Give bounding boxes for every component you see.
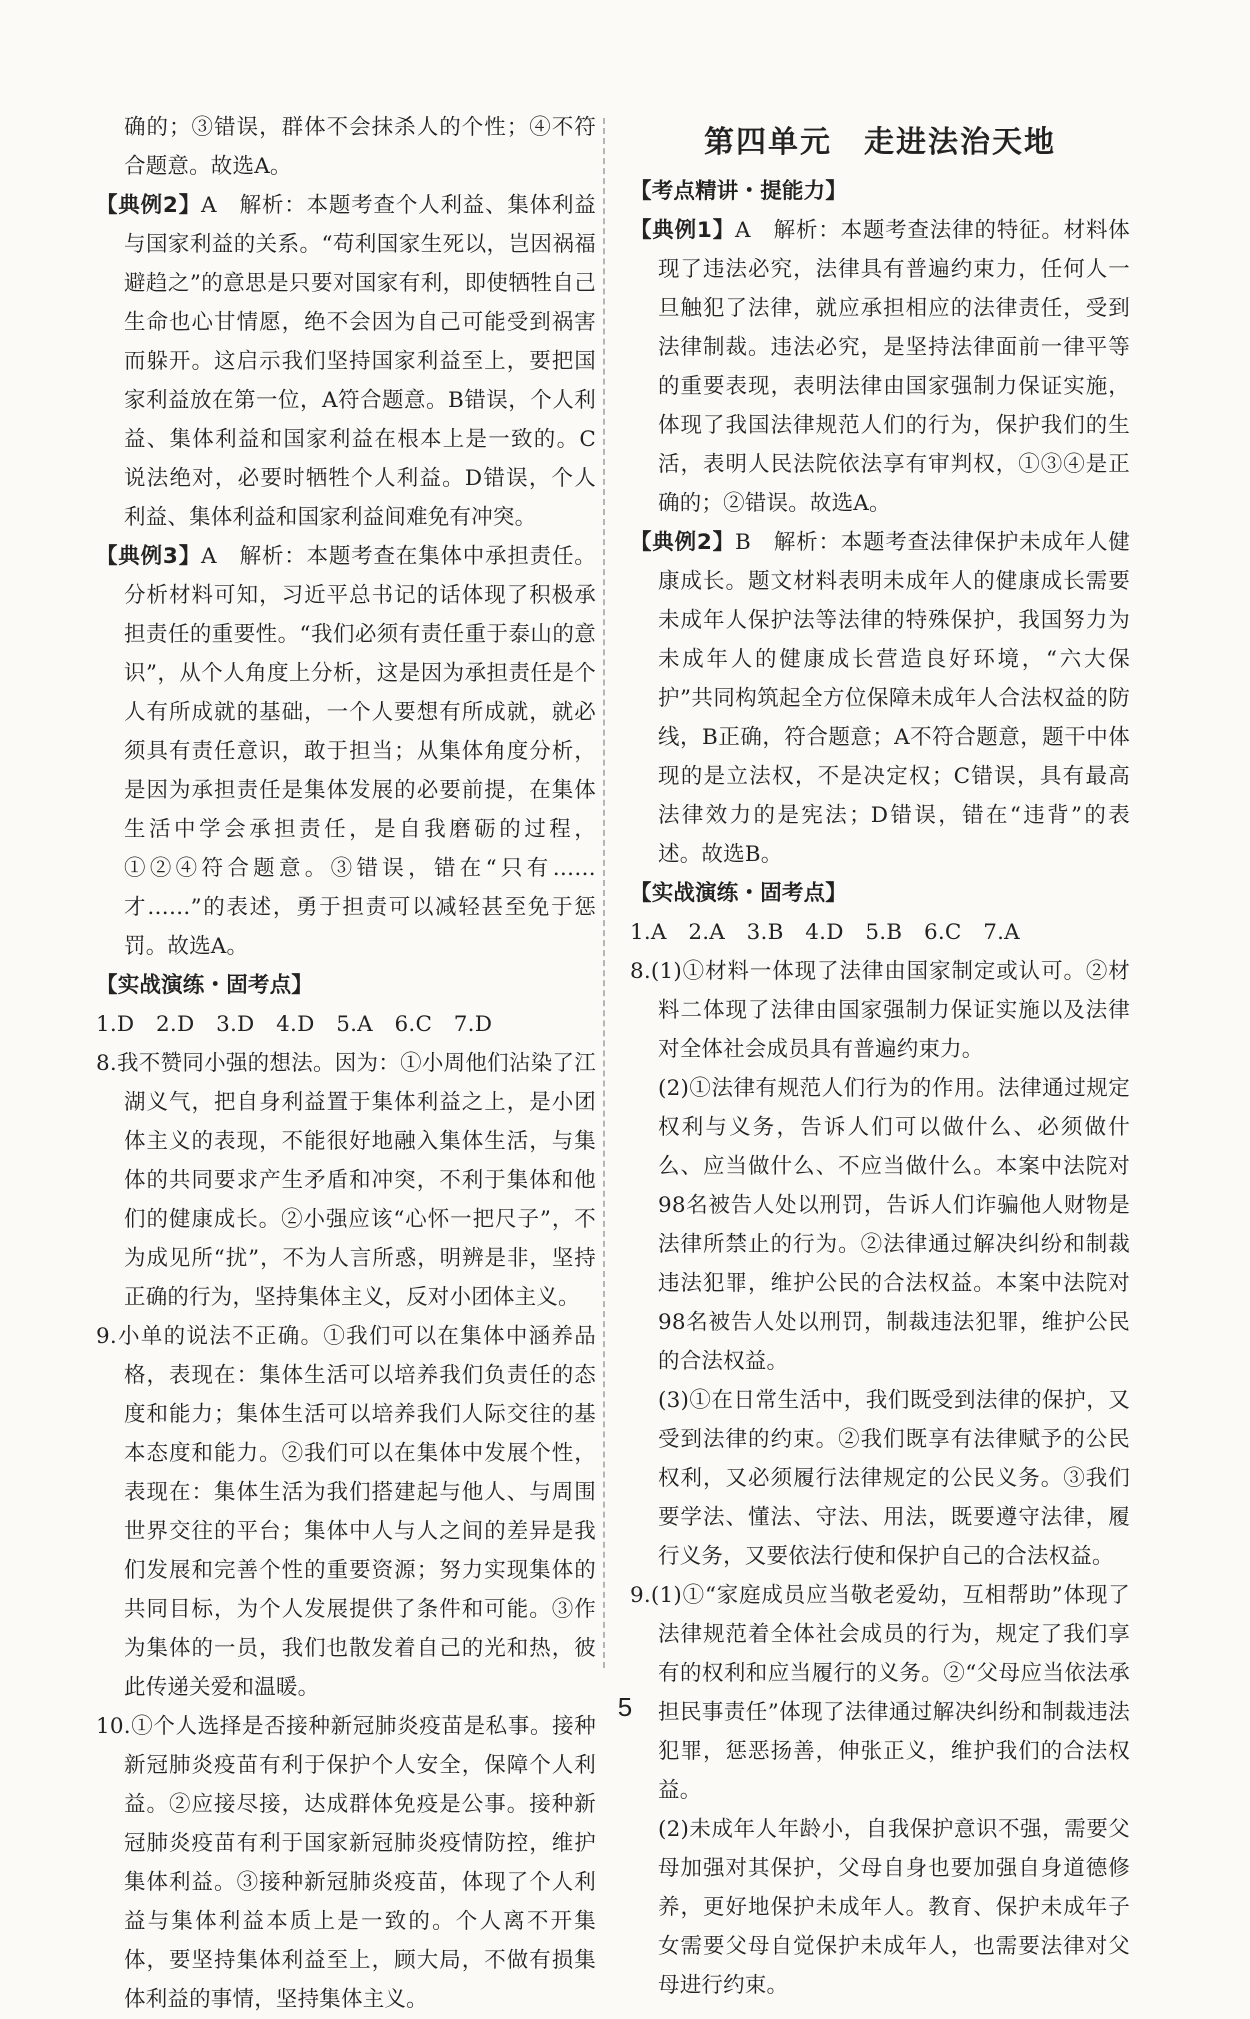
right-question-9-part-2: (2)未成年人年龄小，自我保护意识不强，需要父母加强对其保护，父母自身也要加强自身道德修养，更好地保护未成年人。教育、保护未成年子女需要父母自觉保护未成年人，也需要法律对父母进行约束。 [658,1817,1130,1998]
unit-title: 第四单元 走进法治天地 [704,125,1056,160]
left-question-8: 8.我不赞同小强的想法。因为：①小周他们沾染了江湖义气，把自身利益置于集体利益之上，是小团体主义的表现，不能很好地融入集体生活，与集体的共同要求产生矛盾和冲突，不利于集体和他们的健康成长。②小强应该“心怀一把尺子”，不为成见所“扰”，不为人言所惑，明辨是非，坚持正确的行为，坚持集体主义，反对小团体主义。 [96,1051,596,1310]
left-question-9: 9.小单的说法不正确。①我们可以在集体中涵养品格，表现在：集体生活可以培养我们负责任的态度和能力；集体生活可以培养我们人际交往的基本态度和能力。②我们可以在集体中发展个性，表现在：集体生活为我们搭建起与他人、与周围世界交往的平台；集体中人与人之间的差异是我们发展和完善个性的重要资源；努力实现集体的共同目标，为个人发展提供了条件和可能。③作为集体的一员，我们也散发着自己的光和热，彼此传递关爱和温暖。 [96,1324,596,1700]
right-question-9-part-1: 9.(1)①“家庭成员应当敬老爱幼，互相帮助”体现了法律规范着全体社会成员的行为，规定了我们享有的权利和应当履行的义务。②“父母应当依法承担民事责任”体现了法律通过解决纠纷和制裁违法犯罪，惩恶扬善，伸张正义，维护我们的合法权益。 [630,1583,1130,1803]
right-practice-heading: 【实战演练・固考点】 [630,881,848,906]
example-tag: 【典例2】 [96,193,202,218]
right-example-1 [630,211,1130,523]
example-body: A 解析：本题考查法律的特征。材料体现了违法必究，法律具有普遍约束力，任何人一旦触犯了法律，就应承担相应的法律责任，受到法律制裁。违法必究，是坚持法律面前一律平等的重要表现，表明法律由国家强制力保证实施，体现了我国法律规范人们的行为，保护我们的生活，表明人民法院依法享有审判权，①③④是正确的；②错误。故选A。 [658,218,1130,516]
example-body: A 解析：本题考查个人利益、集体利益与国家利益的关系。“苟利国家生死以，岂因祸福避趋之”的意思是只要对国家有利，即使牺牲自己生命也心甘情愿，绝不会因为自己可能受到祸害而躲开。这启示我们坚持国家利益至上，要把国家利益放在第一位，A符合题意。B错误，个人利益、集体利益和国家利益在根本上是一致的。C说法绝对，必要时牺牲个人利益。D错误，个人利益、集体利益和国家利益间难免有冲突。 [124,193,596,530]
left-intro: 确的；③错误，群体不会抹杀人的个性；④不符合题意。故选A。 [124,115,596,179]
left-practice-heading: 【实战演练・固考点】 [96,973,314,998]
right-question-8-part-1: 8.(1)①材料一体现了法律由国家制定或认可。②材料二体现了法律由国家强制力保证实施以及法律对全体社会成员具有普遍约束力。 [630,959,1130,1062]
page-number: 5 [617,1692,633,1722]
right-answers: 1.A 2.A 3.B 4.D 5.B 6.C 7.A [630,920,1020,945]
right-question-8-part-3: (3)①在日常生活中，我们既受到法律的保护，又受到法律的约束。②我们既享有法律赋予的公民权利，又必须履行法律规定的公民义务。③我们要学法、懂法、守法、用法，既要遵守法律，履行义务，又要依法行使和保护自己的合法权益。 [658,1388,1130,1569]
right-question-8-part-2: (2)①法律有规范人们行为的作用。法律通过规定权利与义务，告诉人们可以做什么、必须做什么、应当做什么、不应当做什么。本案中法院对98名被告人处以刑罚，告诉人们诈骗他人财物是法律所禁止的行为。②法律通过解决纠纷和制裁违法犯罪，维护公民的合法权益。本案中法院对98名被告人处以刑罚，制裁违法犯罪，维护公民的合法权益。 [658,1076,1130,1374]
left-column [96,108,596,2019]
left-example-3 [96,537,596,966]
left-question-10: 10.①个人选择是否接种新冠肺炎疫苗是私事。接种新冠肺炎疫苗有利于保护个人安全，保障个人利益。②应接尽接，达成群体免疫是公事。接种新冠肺炎疫苗有利于国家新冠肺炎疫情防控，维护集体利益。③接种新冠肺炎疫苗，体现了个人利益与集体利益本质上是一致的。个人离不开集体，要坚持集体利益至上，顾大局，不做有损集体利益的事情，坚持集体主义。 [96,1714,596,2012]
example-tag: 【典例1】 [630,218,736,243]
right-example-2 [630,523,1130,874]
left-answers: 1.D 2.D 3.D 4.D 5.A 6.C 7.D [96,1012,493,1037]
example-body: B 解析：本题考查法律保护未成年人健康成长。题文材料表明未成年人的健康成长需要未成年人保护法等法律的特殊保护，我国努力为未成年人的健康成长营造良好环境，“六大保护”共同构筑起全方位保障未成年人合法权益的防线，B正确，符合题意；A不符合题意，题干中体现的是立法权，不是决定权；C错误，具有最高法律效力的是宪法；D错误，错在“违背”的表述。故选B。 [658,530,1130,867]
left-example-2 [96,186,596,537]
right-lecture-heading: 【考点精讲・提能力】 [630,179,848,204]
example-tag: 【典例3】 [96,544,202,569]
example-tag: 【典例2】 [630,530,735,555]
example-body: A 解析：本题考查在集体中承担责任。分析材料可知，习近平总书记的话体现了积极承担责任的重要性。“我们必须有责任重于泰山的意识”，从个人角度上分析，这是因为承担责任是个人有所成就的基础，一个人要想有所成就，就必须具有责任意识，敢于担当；从集体角度分析，是因为承担责任是集体发展的必要前提，在集体生活中学会承担责任，是自我磨砺的过程，①②④符合题意。③错误，错在“只有……才……”的表述，勇于担责可以减轻甚至免于惩罚。故选A。 [124,544,596,959]
column-divider [603,118,605,1668]
